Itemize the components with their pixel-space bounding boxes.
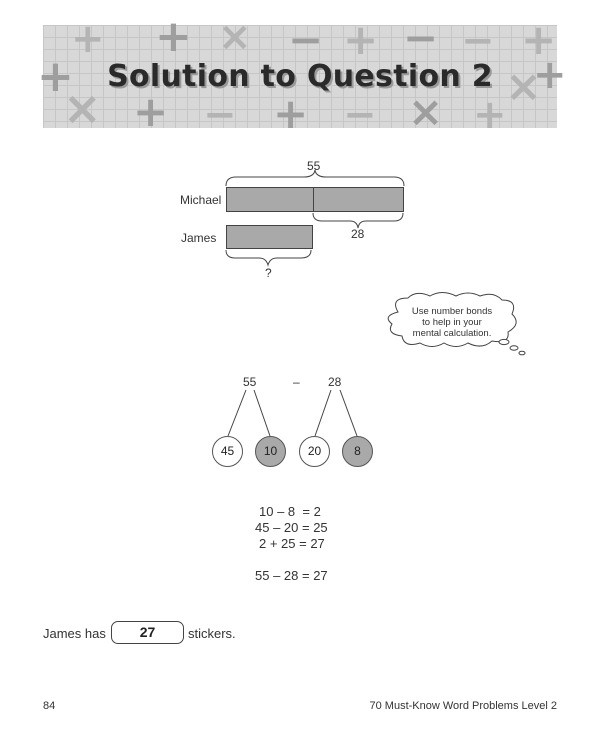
part-label: 28 — [351, 227, 365, 241]
page-number: 84 — [43, 700, 56, 712]
bond-left-whole: 55 — [243, 375, 257, 389]
bond-part-circle-shaded: 10 — [255, 436, 286, 467]
bubble-line: to help in your — [422, 317, 482, 328]
row-label-michael: Michael — [180, 193, 222, 207]
equation-step: 2 + 25 = 27 — [259, 536, 325, 551]
minus-sign-decoration: − — [288, 15, 324, 64]
plus-sign-decoration: + — [273, 89, 309, 138]
minus-sign-decoration: − — [343, 92, 377, 138]
book-title: 70 Must-Know Word Problems Level 2 — [369, 700, 557, 712]
unknown-label: ? — [265, 266, 272, 280]
equation-step: 10 – 8 = 2 — [259, 504, 321, 519]
bond-part-circle-shaded: 8 — [342, 436, 373, 467]
bond-part-circle: 20 — [299, 436, 330, 467]
equation-step: 45 – 20 = 25 — [255, 520, 328, 535]
plus-sign-decoration: + — [71, 16, 105, 62]
bond-part-circle: 45 — [212, 436, 243, 467]
bubble-line: mental calculation. — [412, 328, 492, 339]
minus-sign-decoration: − — [461, 18, 495, 64]
answer-suffix: stickers. — [188, 626, 236, 641]
plus-sign-decoration: + — [521, 15, 557, 64]
answer-prefix: James has — [43, 626, 106, 641]
minus-sign-decoration: − — [203, 92, 237, 138]
times-sign-decoration: × — [218, 14, 252, 60]
times-sign-decoration: × — [505, 61, 542, 112]
answer-box: 27 — [111, 621, 184, 644]
plus-sign-decoration: + — [533, 52, 567, 98]
bubble-line: Use number bonds — [411, 306, 493, 317]
plus-sign-decoration: + — [155, 11, 192, 62]
total-label: 55 — [307, 159, 321, 173]
bond-right-whole: 28 — [328, 375, 342, 389]
bond-operator: – — [293, 375, 300, 389]
page-title: Solution to Question 2 — [107, 59, 493, 94]
times-sign-decoration: × — [63, 81, 102, 135]
times-sign-decoration: × — [408, 87, 444, 136]
plus-sign-decoration: + — [133, 87, 169, 136]
plus-sign-decoration: + — [343, 15, 379, 64]
plus-sign-decoration: + — [37, 51, 74, 102]
plus-sign-decoration: + — [473, 92, 507, 138]
row-label-james: James — [181, 231, 217, 245]
minus-sign-decoration: − — [403, 13, 439, 62]
equation-final: 55 – 28 = 27 — [255, 568, 328, 583]
